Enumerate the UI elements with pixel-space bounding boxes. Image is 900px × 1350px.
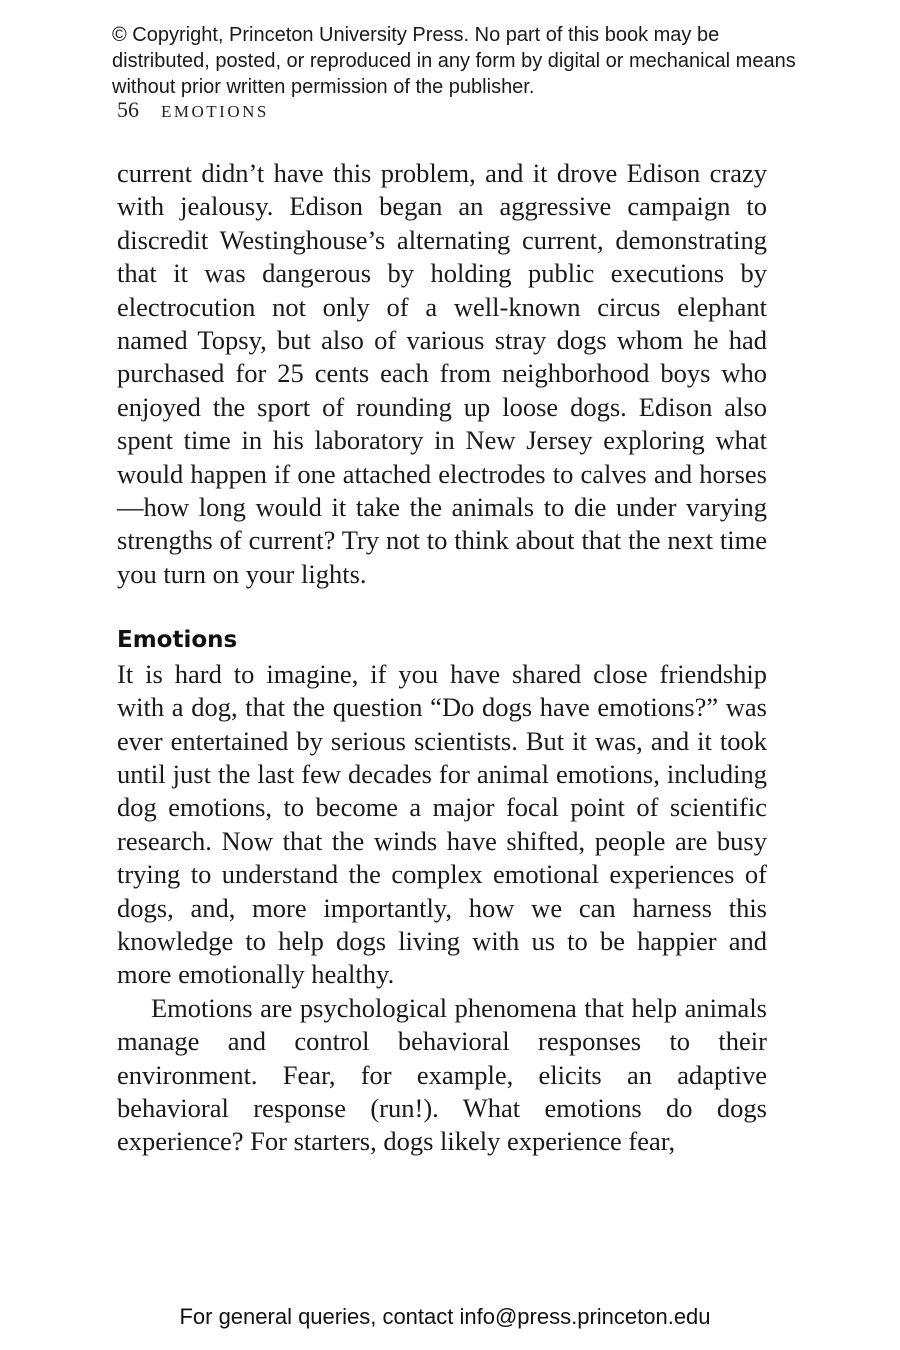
running-head-section: EMOTIONS: [161, 102, 269, 121]
running-head: [117, 98, 269, 124]
continued-paragraph: current didn’t have this problem, and it drove Edison crazy with jealousy. Edison began an aggressive campaign to discredit Westinghouse’s alternating current, demonstrating that it was dangerous by holding public executions by electrocution not only of a well-known circus elephant named Topsy, but also of various stray dogs whom he had purchased for 25 cents each from neighborhood boys who enjoyed the sport of rounding up loose dogs. Edison also spent time in his laboratory in New Jersey exploring what would happen if one attached electrodes to calves and horses—how long would it take the animals to die under varying strengths of current? Try not to think about that the next time you turn on your lights.: [117, 158, 767, 589]
page-number: 56: [117, 97, 139, 122]
paragraph-2: Emotions are psychological phenomena that help animals manage and control behavioral responses to their environment. Fear, for example, elicits an adaptive behavioral response (run!). What emotions do dogs experience? For starters, dogs likely experience fear,: [117, 992, 767, 1157]
paragraph-1: It is hard to imagine, if you have shared close friendship with a dog, that the question “Do dogs have emotions?” was ever entertained by serious scientists. But it was, and it took until just the last few decades for animal emotions, including dog emotions, to become a major focal point of scientific research. Now that the winds have shifted, people are busy trying to understand the complex emotional experiences of dogs, and, more importantly, how we can harness this knowledge to help dogs living with us to be happier and more emotionally healthy.: [117, 658, 767, 990]
footer-contact: For general queries, contact info@press.princeton.edu: [179, 1304, 711, 1329]
body-text: [117, 157, 767, 1159]
copyright-notice: © Copyright, Princeton University Press. No part of this book may be distributed, posted, or reproduced in any form by digital or mechanical means without prior written permission of the publisher.: [112, 24, 796, 98]
section-heading: Emotions: [117, 627, 238, 654]
